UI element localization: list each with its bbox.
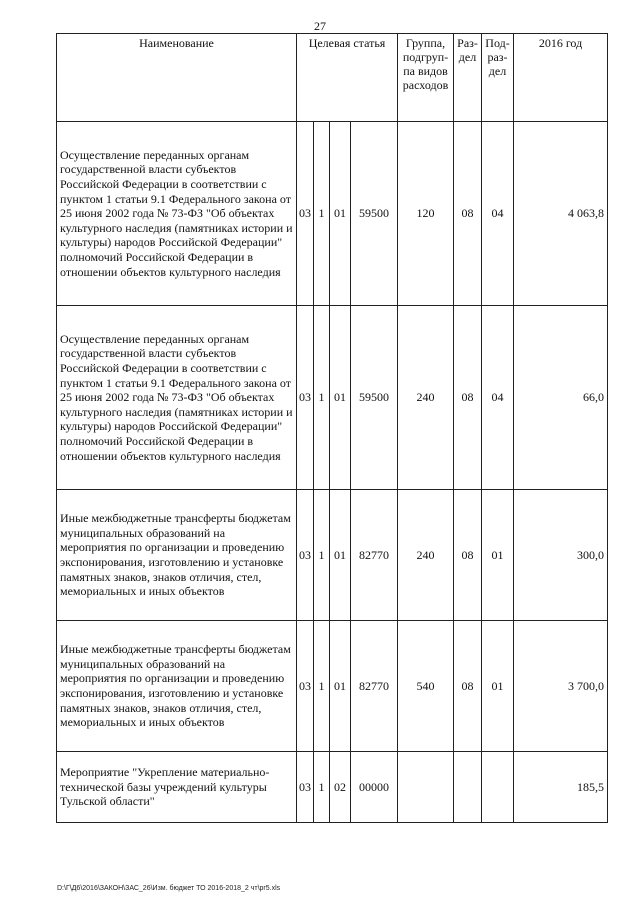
target-code-2: 1 (314, 752, 330, 823)
header-group: Группа, подгруп- па видов расходов (398, 34, 454, 122)
header-name: Наименование (57, 34, 297, 122)
section: 08 (454, 306, 482, 490)
page-number: 27 (314, 19, 326, 33)
target-code-3: 01 (330, 621, 351, 752)
target-code-2: 1 (314, 621, 330, 752)
target-code-4: 59500 (351, 306, 398, 490)
table-row (57, 122, 608, 306)
footer-file-path: D:\Г\Д6\2016\ЗАКОН\ЗАС_26\Изм. бюджет ТО 2016-2018_2 чт\pr5.xls (57, 885, 281, 892)
header-subsection: Под- раз- дел (482, 34, 514, 122)
target-code-1: 03 (297, 122, 314, 306)
subsection: 04 (482, 306, 514, 490)
header-year: 2016 год (514, 34, 608, 122)
row-name: Иные межбюджетные трансферты бюджетам муниципальных образований на мероприятия по организации и проведению экспонирования, изготовлению и установке памятных знаков, знаков отличия, стел, мемориальных и иных объектов (57, 621, 297, 752)
target-code-3: 01 (330, 122, 351, 306)
target-code-1: 03 (297, 490, 314, 621)
subsection: 01 (482, 490, 514, 621)
section: 08 (454, 122, 482, 306)
amount-2016: 3 700,0 (514, 621, 608, 752)
subsection: 04 (482, 122, 514, 306)
subsection: 01 (482, 621, 514, 752)
target-code-4: 82770 (351, 621, 398, 752)
amount-2016: 300,0 (514, 490, 608, 621)
expense-group: 540 (398, 621, 454, 752)
table-row (57, 621, 608, 752)
target-code-3: 01 (330, 306, 351, 490)
header-section: Раз- дел (454, 34, 482, 122)
budget-table (56, 33, 608, 823)
target-code-2: 1 (314, 122, 330, 306)
expense-group: 240 (398, 306, 454, 490)
row-name: Осуществление переданных органам государственной власти субъектов Российской Федерации в соответствии с пунктом 1 статьи 9.1 Федерального закона от 25 июня 2002 года № 73-ФЗ "Об объектах культурного наследия (памятниках истории и культуры) народов Российской Федерации" полномочий Российской Федерации в отношении объектов культурного наследия (57, 122, 297, 306)
row-name: Мероприятие "Укрепление материально-технической базы учреждений культуры Тульской области" (57, 752, 297, 823)
section: 08 (454, 490, 482, 621)
subsection (482, 752, 514, 823)
target-code-1: 03 (297, 621, 314, 752)
target-code-3: 02 (330, 752, 351, 823)
target-code-2: 1 (314, 306, 330, 490)
section: 08 (454, 621, 482, 752)
target-code-3: 01 (330, 490, 351, 621)
section (454, 752, 482, 823)
table-row (57, 752, 608, 823)
target-code-1: 03 (297, 752, 314, 823)
table-row (57, 306, 608, 490)
expense-group: 240 (398, 490, 454, 621)
row-name: Иные межбюджетные трансферты бюджетам муниципальных образований на мероприятия по организации и проведению экспонирования, изготовлению и установке памятных знаков, знаков отличия, стел, мемориальных и иных объектов (57, 490, 297, 621)
target-code-4: 00000 (351, 752, 398, 823)
header-row (57, 34, 608, 122)
target-code-2: 1 (314, 490, 330, 621)
target-code-1: 03 (297, 306, 314, 490)
header-target-article: Целевая статья (297, 34, 398, 122)
amount-2016: 185,5 (514, 752, 608, 823)
amount-2016: 66,0 (514, 306, 608, 490)
expense-group (398, 752, 454, 823)
row-name: Осуществление переданных органам государственной власти субъектов Российской Федерации в соответствии с пунктом 1 статьи 9.1 Федерального закона от 25 июня 2002 года № 73-ФЗ "Об объектах культурного наследия (памятниках истории и культуры) народов Российской Федерации" полномочий Российской Федерации в отношении объектов культурного наследия (57, 306, 297, 490)
table-row (57, 490, 608, 621)
expense-group: 120 (398, 122, 454, 306)
target-code-4: 59500 (351, 122, 398, 306)
target-code-4: 82770 (351, 490, 398, 621)
amount-2016: 4 063,8 (514, 122, 608, 306)
